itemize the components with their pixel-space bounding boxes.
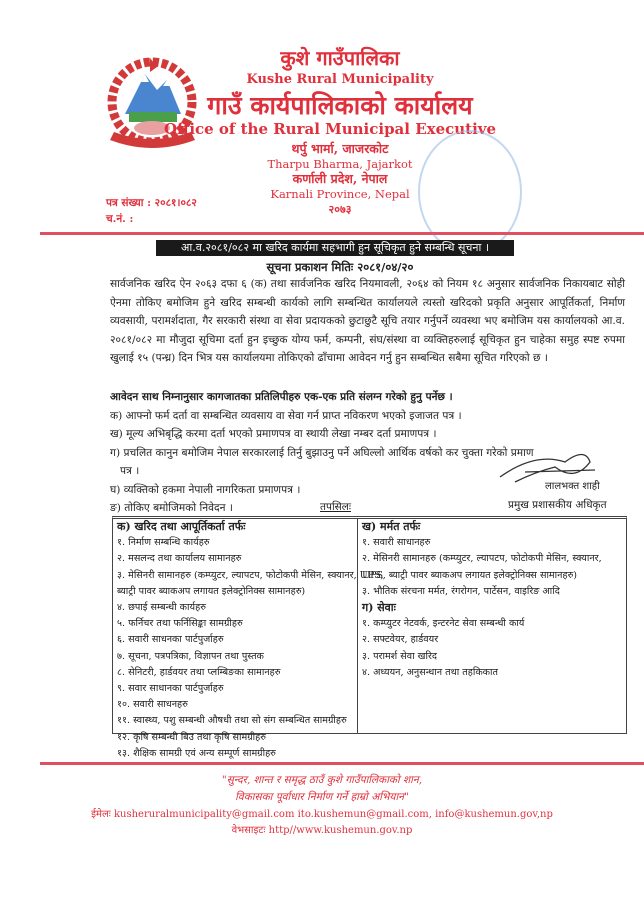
- documents-intro: आवेदन साथ निम्नानुसार कागजातका प्रतिलिपीहरु एक-एक प्रति संलग्न गरेको हुनु पर्नेछ ।: [110, 391, 453, 403]
- document-item: क) आफ्नो फर्म दर्ता वा सम्बन्धित व्यवसाय वा सेवा गर्न प्राप्त नविकरण भएको इजाजत पत्र ।: [110, 409, 462, 422]
- footer-divider: [40, 762, 644, 765]
- category-item: १. निर्माण सम्बन्धि कार्यहरु: [117, 537, 210, 549]
- category-item: ६. सवारी साधनका पार्टपुर्जाहरु: [117, 634, 224, 646]
- category-item: ८. सेनिटरी, हार्डवयर तथा प्लम्बिङका सामानहरु: [117, 666, 281, 678]
- office-stamp: [418, 130, 522, 254]
- slogan-line-2: विकासका पूर्वाधार निर्माण गर्ने हाम्रो अभियान": [235, 791, 409, 803]
- category-item: १. सवारी साधानहरु: [362, 537, 431, 549]
- signatory-name: लालभक्त शाही: [545, 481, 600, 492]
- category-item: ब्याट्री पावर ब्याकअप लगायत इलेक्ट्रोनिक्स सामानहरु): [117, 585, 306, 597]
- notice-paragraph: सार्वजनिक खरिद ऐन २०६३ दफा ६ (क) तथा सार्वजनिक खरिद नियमावली, २०६४ को नियम १८ अनुसार सार्वजनिक निकायबाट सोही ऐनमा तोकिए बमोजिम हुने खरिद सम्बन्धी कार्यको लागि सम्बन्धित कार्यालयले त्यस्तो खरिदको प्रकृति अनुसार आपूर्तिकर्ता, निर्माण व्यवसायी, परामर्शदाता, गैर सरकारी संस्था वा सेवा प्रदायकको छुटाछुटै सूचि तयार गर्नुपर्ने व्यवस्था भए बमोजिम यस कार्यालयको आ.व. २०८१/०८२ मा मौजुदा सूचिमा दर्ता हुन इच्छुक योग्य फर्म, कम्पनी, संघ/संस्था वा व्यक्तिहरुलाई सूचिकृत हुन चाहेका समुह स्पष्ट रुपमा खुलाई १५ (पन्ध्र) दिन भित्र यस कार्यालयमा तोकिएको ढाँचामा आवेदन गर्नु हुन सम्बन्धित सबैमा सूचित गरिएको छ ।: [110, 278, 625, 364]
- category-item: ४. अध्ययन, अनुसन्धान तथा तहकिकात: [362, 666, 499, 678]
- category-item: ३. भौतिक संरचना मर्मत, रंगरोगन, पार्टेसन, वाइरिङ आदि: [362, 585, 560, 597]
- province-np: कर्णाली प्रदेश, नेपाल: [292, 171, 388, 186]
- footer-emails: ईमेलः kusheruralmunicipality@gmail.com ito.kushemun@gmail.com, info@kushemun.gov,np: [91, 809, 553, 820]
- category-item: २. मेसिनरी सामानहरु (कम्प्युटर, ल्यापटप, फोटोकपी मेसिन, स्क्यानर,: [362, 553, 602, 565]
- document-item: घ) व्यक्तिको हकमा नेपाली नागरिकता प्रमाणपत्र ।: [110, 483, 301, 496]
- procurement-categories-table: [112, 516, 627, 759]
- established-year: २०७३: [328, 203, 352, 216]
- document-item: पत्र ।: [120, 465, 140, 477]
- office-name-en: Office of the Rural Municipal Executive: [163, 120, 497, 138]
- dispatch-number: च.नं. :: [106, 213, 134, 225]
- repair-service-column: [358, 519, 626, 733]
- supply-heading: क) खरिद तथा आपूर्तिकर्ता तर्फः: [117, 520, 246, 533]
- category-item: २. मसलन्द तथा कार्यालय सामानहरु: [117, 553, 242, 565]
- address-en: Tharpu Bharma, Jajarkot: [267, 157, 413, 171]
- address-np: थर्पु भार्मा, जाजरकोट: [291, 141, 389, 156]
- category-item: ११. स्वास्थ्य, पशु सम्बन्धी औषधी तथा सो संग सम्बन्धित सामग्रीहरु: [117, 715, 347, 727]
- category-item: ३. परामर्श सेवा खरिद: [362, 650, 437, 662]
- category-item: ३. मेसिनरी सामानहरु (कम्प्युटर, ल्यापटप, फोटोकपी मेसिन, स्क्यानर, UPS,: [117, 569, 384, 581]
- category-item: ५. फर्निचर तथा फर्निसिङ्का सामग्रीहरु: [117, 618, 243, 630]
- repair-heading: ख) मर्मत तर्फः: [362, 520, 421, 533]
- category-item: ७. सूचना, पत्रपत्रिका, विज्ञापन तथा पुस्तक: [117, 650, 264, 662]
- province-en: Karnali Province, Nepal: [270, 187, 410, 201]
- municipality-name-np: कुशे गाउँपालिका: [280, 46, 400, 70]
- publication-date: सूचना प्रकाशन मितिः २०८१/०४/२०: [266, 260, 414, 274]
- category-item: १३. शैक्षिक सामग्री एवं अन्य सम्पूर्ण सामग्रीहरु: [117, 747, 276, 759]
- letter-number: पत्र संख्या : २०८१।०८२: [106, 197, 197, 209]
- service-heading: ग) सेवाः: [362, 601, 396, 615]
- details-heading: तपसिलः: [320, 501, 352, 513]
- slogan-line-1: "सुन्दर, शान्त र समृद्ध ठाउँ कुशे गाउँपालिकाको शान,: [221, 774, 423, 786]
- category-item: १०. सवारी साधनहरु: [117, 699, 188, 711]
- category-item: २. सफ्टवेयर, हार्डवयर: [362, 634, 439, 646]
- category-item: १२. कृषि सम्बन्धी बिउ तथा कृषि सामग्रीहरु: [117, 731, 266, 743]
- municipality-name-en: Kushe Rural Municipality: [246, 72, 434, 87]
- category-item: ४. छपाई सम्बन्धी कार्यहरु: [117, 602, 206, 614]
- document-item: ख) मूल्य अभिबृद्धि करमा दर्ता भएको प्रमाणपत्र वा स्थायी लेखा नम्बर दर्ता प्रमाणपत्र ।: [110, 428, 437, 440]
- category-item: UPS, ब्याट्री पावर ब्याकअप लगायत इलेक्ट्रोनिक्स सामानहरु): [362, 569, 578, 581]
- category-item: १. कम्प्युटर नेटवर्क, इन्टरनेट सेवा सम्बन्धी कार्य: [362, 618, 525, 630]
- signatory-title: प्रमुख प्रशासकीय अधिकृत: [508, 499, 607, 511]
- notice-title: आ.व.२०८१/०८२ मा खरिद कार्यमा सहभागी हुन सूचिकृत हुने सम्बन्धि सूचना ।: [156, 240, 514, 256]
- document-item: ग) प्रचलित कानुन बमोजिम नेपाल सरकारलाई तिर्नु बुझाउनु पर्ने अघिल्लो आर्थिक वर्षको कर चुक्ता गरेको प्रमाण: [110, 446, 534, 459]
- footer-website: वेभसाइटः http//www.kushemun.gov.np: [231, 825, 413, 836]
- category-item: ९. सवार साधानका पार्टपुर्जाहरु: [117, 683, 224, 695]
- document-item: ङ) तोकिए बमोजिमको निवेदन ।: [110, 502, 233, 514]
- header-divider: [40, 232, 644, 235]
- office-name-np: गाउँ कार्यपालिकाको कार्यालय: [207, 91, 473, 120]
